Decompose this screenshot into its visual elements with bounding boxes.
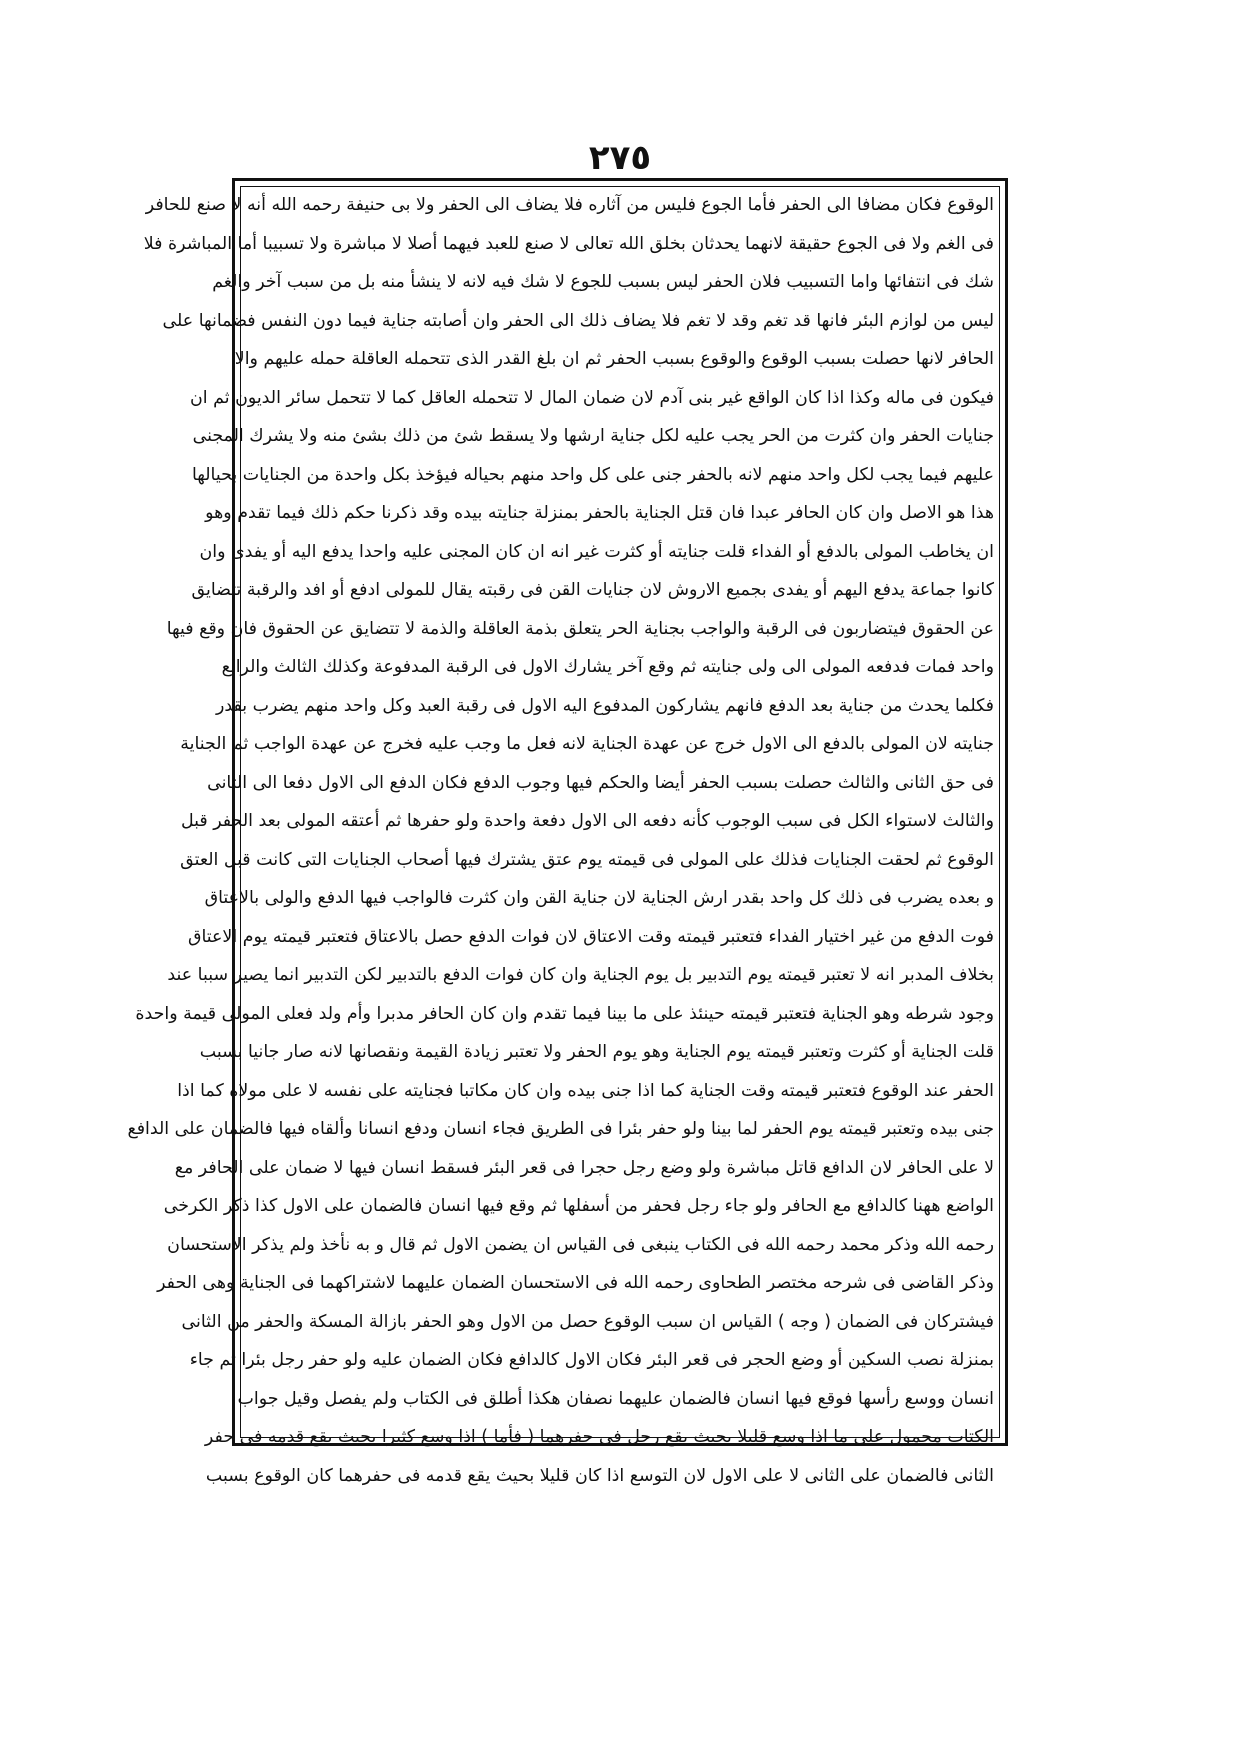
text-line: و بعده يضرب فى ذلك كل واحد بقدر ارش الجناية لان جناية القن وان كثرت فالواجب فيها الدفع والولى بالاعتاق xyxy=(204,888,994,908)
page-number: ٢٧٥ xyxy=(588,138,652,178)
text-line: عن الحقوق فيتضاربون فى الرقبة والواجب بجناية الحر يتعلق بذمة العاقلة والذمة لا تتضايق عن الحقوق فان وقع فيها xyxy=(166,618,994,639)
text-line: قلت الجناية أو كثرت وتعتبر قيمته يوم الجناية وهو يوم الحفر ولا تعتبر زيادة القيمة ونقصانها لانه صار جانيا بسبب xyxy=(199,1042,994,1062)
text-line: جنى بيده وتعتبر قيمته يوم الحفر لما بينا ولو حفر بئرا فى الطريق فجاء انسان ودفع انسانا وألقاه فيها فالضمان على الدافع xyxy=(127,1119,994,1139)
text-line: جنايات الحفر وان كثرت من الحر يجب عليه لكل جناية ارشها ولا يسقط شئ من ذلك بشئ منه ولا يشرك المجنى xyxy=(192,426,994,446)
text-line: رحمه الله وذكر محمد رحمه الله فى الكتاب ينبغى فى القياس ان يضمن الاول ثم قال و به نأخذ ولم يذكر الاستحسان xyxy=(167,1234,994,1255)
text-line: فى الغم ولا فى الجوع حقيقة لانهما يحدثان بخلق الله تعالى لا صنع للعبد فيهما أصلا لا مباشرة ولا تسبيبا أما المباشرة فلا xyxy=(143,233,994,254)
text-line: لا على الحافر لان الدافع قاتل مباشرة ولو وضع رجل حجرا فى قعر البئر فسقط انسان فيها لا ضمان على الحافر مع xyxy=(174,1157,994,1178)
text-line: الحفر عند الوقوع فتعتبر قيمته وقت الجناية كما اذا جنى بيده وان كان مكاتبا فجنايته على نفسه لا على مولاه كما اذا xyxy=(177,1080,994,1101)
text-line: بمنزلة نصب السكين أو وضع الحجر فى قعر البئر فكان الاول كالدافع فكان الضمان عليه ولو حفر رجل بئرا ثم جاء xyxy=(189,1350,994,1370)
text-line: وجود شرطه وهو الجناية فتعتبر قيمته حينئذ على ما بينا فيما تقدم وان كان الحافر مدبرا وأم ولد فعلى المولى قيمة واحدة xyxy=(135,1003,994,1024)
text-line: هذا هو الاصل وان كان الحافر عبدا فان قتل الجناية بالحفر بمنزلة جنايته بيده وقد ذكرنا حكم ذلك فيما تقدم وهو xyxy=(205,503,994,523)
text-line: ليس من لوازم البئر فانها قد تغم وقد لا تغم فلا يضاف ذلك الى الحفر وان أصابته جناية فيما دون النفس فضمانها على xyxy=(162,310,994,331)
text-line: الكتاب محمول على ما اذا وسع قليلا بحيث يقع رجل فى حفرهما ( فأما ) اذا وسع كثيرا بحيث يقع قدمه فى حفر xyxy=(204,1427,994,1447)
text-line: جنايته لان المولى بالدفع الى الاول خرج عن عهدة الجناية لانه فعل ما وجب عليه فخرج عن عهدة الواجب ثم الجناية xyxy=(180,734,994,754)
text-line: فيكون فى ماله وكذا اذا كان الواقع غير بنى آدم لان ضمان المال لا تتحمله العاقل كما لا تتحمل سائر الديون ثم ان xyxy=(190,387,994,408)
text-line: ان يخاطب المولى بالدفع أو الفداء قلت جنايته أو كثرت غير انه ان كان المجنى عليه واحدا يدفع اليه أو يفدى وان xyxy=(199,541,994,562)
text-line: الواضع ههنا كالدافع مع الحافر ولو جاء رجل فحفر من أسفلها ثم وقع فيها انسان فالضمان على الاول كذا ذكر الكرخى xyxy=(163,1196,994,1216)
text-line: واحد فمات فدفعه المولى الى ولى جنايته ثم وقع آخر يشارك الاول فى الرقبة المدفوعة وكذلك الثالث والرابع xyxy=(221,657,994,677)
text-line: انسان ووسع رأسها فوقع فيها انسان فالضمان عليهما نصفان هكذا أطلق فى الكتاب ولم يفصل وقيل جواب xyxy=(237,1388,994,1409)
text-line: الوقوع ثم لحقت الجنايات فذلك على المولى فى قيمته يوم عتق يشترك فيها أصحاب الجنايات التى كانت قبل العتق xyxy=(180,849,994,870)
text-line: فيشتركان فى الضمان ( وجه ) القياس ان سبب الوقوع حصل من الاول وهو الحفر بازالة المسكة والحفر من الثانى xyxy=(181,1311,994,1332)
text-line: بخلاف المدبر انه لا تعتبر قيمته يوم التدبير بل يوم الجناية وان كان فوات الدفع بالتدبير لكن التدبير انما يصير سببا عند xyxy=(167,965,994,985)
text-line: الثانى فالضمان على الثانى لا على الاول لان التوسع اذا كان قليلا بحيث يقع قدمه فى حفرهما كان الوقوع بسبب xyxy=(205,1465,994,1486)
text-line: فى حق الثانى والثالث حصلت بسبب الحفر أيضا والحكم فيها وجوب الدفع فكان الدفع الى الاول دفعا الى الثانى xyxy=(207,772,994,793)
text-line: الحافر لانها حصلت بسبب الوقوع والوقوع بسبب الحفر ثم ان بلغ القدر الذى تتحمله العاقلة حمله عليهم والا xyxy=(234,349,994,369)
text-line: الوقوع فكان مضافا الى الحفر فأما الجوع فليس من آثاره فلا يضاف الى الحفر ولا بى حنيفة رحمه الله أنه لا صنع للحافر xyxy=(145,195,994,215)
page-body-text xyxy=(127,186,994,1495)
text-line: فكلما يحدث من جناية بعد الدفع فانهم يشاركون المدفوع اليه الاول فى رقبة العبد وكل واحد منهم يضرب بقدر xyxy=(215,695,994,716)
text-line: والثالث لاستواء الكل فى سبب الوجوب كأنه دفعه الى الاول دفعة واحدة ولو حفرها ثم أعتقه المولى بعد الحفر قبل xyxy=(180,811,994,831)
text-line: شك فى انتفائها واما التسبيب فلان الحفر ليس بسبب للجوع لا شك فيه لانه لا ينشأ منه بل من سبب آخر والغم xyxy=(212,272,994,292)
text-line: عليهم فيما يجب لكل واحد منهم لانه بالحفر جنى على كل واحد منهم بحياله فيؤخذ بكل واحدة من الجنايات بحيالها xyxy=(191,464,994,485)
text-line: وذكر القاضى فى شرحه مختصر الطحاوى رحمه الله فى الاستحسان الضمان عليهما لاشتراكهما فى الجناية وهى الحفر xyxy=(157,1273,994,1293)
text-line: فوت الدفع من غير اختيار الفداء فتعتبر قيمته وقت الاعتاق لان فوات الدفع حصل بالاعتاق فتعتبر قيمته يوم الاعتاق xyxy=(188,926,994,947)
text-line: كانوا جماعة يدفع اليهم أو يفدى بجميع الاروش لان جنايات القن فى رقبته يقال للمولى ادفع أو افد والرقبة تتضايق xyxy=(191,580,994,600)
